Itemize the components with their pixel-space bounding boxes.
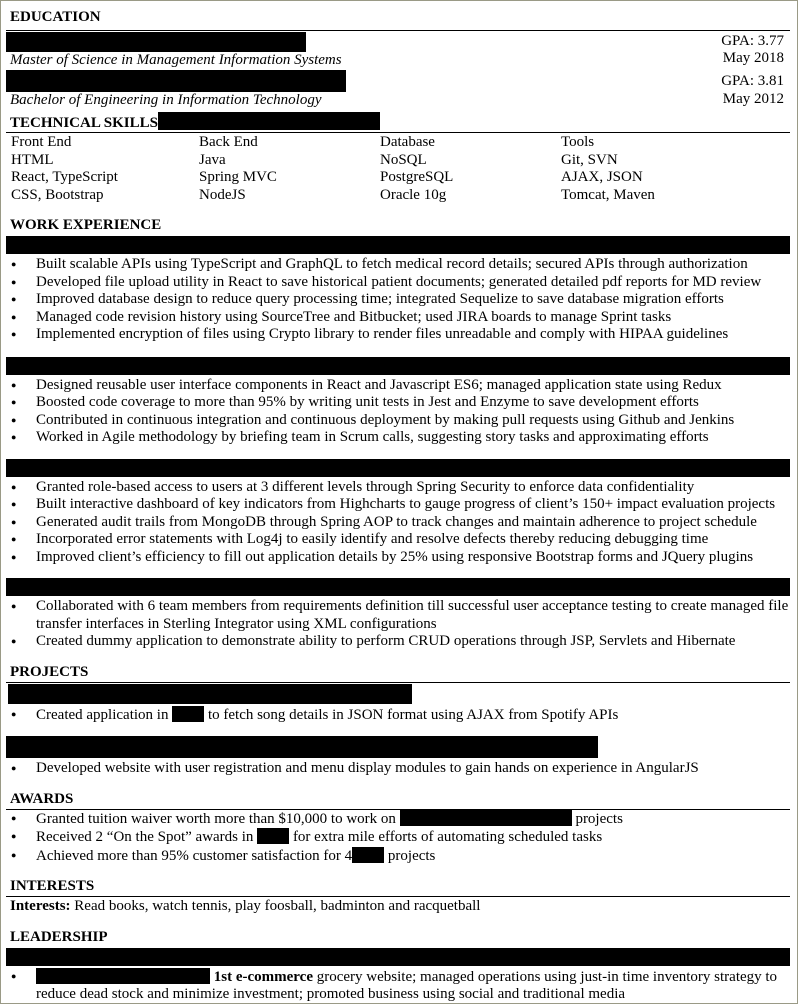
- redacted-project-2: [6, 736, 598, 758]
- redacted-job-4: [6, 578, 790, 596]
- work-experience-heading: WORK EXPERIENCE: [10, 217, 162, 233]
- gpa-1: GPA: 3.77: [721, 33, 784, 49]
- redacted-text: [257, 828, 289, 844]
- redacted-text: [172, 706, 204, 722]
- list-item: ● Improved database design to reduce query processing time; integrated Sequelize to save database migration efforts: [6, 291, 790, 309]
- job-4-bullets: [6, 598, 790, 651]
- list-item: ● Incorporated error statements with Log4j to easily identify and resolve defects thereby reducing debugging time: [6, 531, 790, 549]
- interests-line: Interests: Read books, watch tennis, play foosball, badminton and racquetball: [10, 898, 481, 914]
- redacted-school-1: [6, 32, 306, 52]
- leadership-bullets: [6, 968, 790, 1004]
- redacted-school-2: [6, 70, 346, 92]
- list-item: ● Developed website with user registration and menu display modules to gain hands on experience in AngularJS: [6, 760, 790, 778]
- education-heading: EDUCATION: [6, 8, 790, 31]
- redacted-skills-note: [158, 112, 380, 130]
- projects-heading: PROJECTS: [6, 663, 790, 683]
- list-item: ● Created dummy application to demonstrate ability to perform CRUD operations through JSP, Servlets and Hibernate: [6, 633, 790, 651]
- redacted-job-2: [6, 357, 790, 375]
- list-item: ● Developed file upload utility in React to save historical patient documents; generated detailed pdf reports for MD review: [6, 274, 790, 292]
- skills-col-frontend: Front End HTML React, TypeScript CSS, Bootstrap: [11, 134, 118, 203]
- redacted-text: [36, 968, 210, 984]
- awards-bullets: [6, 810, 790, 866]
- job-2-bullets: [6, 377, 790, 447]
- list-item: ● Granted role-based access to users at 3 different levels through Spring Security to enforce data confidentiality: [6, 479, 790, 497]
- leadership-heading: LEADERSHIP: [10, 928, 108, 945]
- technical-skills-heading: TECHNICAL SKILLS: [6, 112, 790, 133]
- date-2: May 2012: [722, 91, 784, 107]
- list-item: ● Created application in to fetch song details in JSON format using AJAX from Spotify APIs: [6, 706, 790, 725]
- list-item: ● Received 2 “On the Spot” awards in for extra mile efforts of automating scheduled tasks: [6, 828, 790, 847]
- project-2-bullets: [6, 760, 790, 778]
- list-item: ● Collaborated with 6 team members from requirements definition till successful user acceptance testing to create managed file transfer interfaces in Sterling Integrator using XML configurations: [6, 598, 790, 633]
- list-item: ● 1st e-commerce grocery website; managed operations using just-in time inventory strategy to reduce dead stock and minimize investment; promoted business using social and traditional media: [6, 968, 790, 1004]
- list-item: ● Boosted code coverage to more than 95% by writing unit tests in Jest and Enzyme to save development efforts: [6, 394, 790, 412]
- redacted-text: [352, 847, 384, 863]
- resume-page: [6, 8, 790, 1004]
- list-item: ● Built scalable APIs using TypeScript and GraphQL to fetch medical record details; secured APIs through authorization: [6, 256, 790, 274]
- list-item: ● Built interactive dashboard of key indicators from Highcharts to gauge progress of client’s 150+ impact evaluation projects: [6, 496, 790, 514]
- date-1: May 2018: [722, 50, 784, 66]
- list-item: ● Implemented encryption of files using Crypto library to render files unreadable and comply with HIPAA guidelines: [6, 326, 790, 344]
- skills-col-tools: Tools Git, SVN AJAX, JSON Tomcat, Maven: [561, 134, 655, 203]
- list-item: ● Designed reusable user interface components in React and Javascript ES6; managed application state using Redux: [6, 377, 790, 395]
- list-item: ● Improved client’s efficiency to fill out application details by 25% using responsive Bootstrap forms and JQuery plugins: [6, 549, 790, 567]
- list-item: ● Granted tuition waiver worth more than $10,000 to work on projects: [6, 810, 790, 829]
- list-item: ● Worked in Agile methodology by briefing team in Scrum calls, suggesting story tasks and approximating efforts: [6, 429, 790, 447]
- education-entry-1: [6, 31, 790, 68]
- skills-col-backend: Back End Java Spring MVC NodeJS: [199, 134, 277, 203]
- list-item: ● Generated audit trails from MongoDB through Spring AOP to track changes and maintain adherence to project schedule: [6, 514, 790, 532]
- redacted-job-1: [6, 236, 790, 254]
- list-item: ● Achieved more than 95% customer satisfaction for 4 projects: [6, 847, 790, 866]
- skills-table: [6, 134, 790, 204]
- list-item: ● Managed code revision history using SourceTree and Bitbucket; used JIRA boards to manage Sprint tasks: [6, 309, 790, 327]
- redacted-leadership: [6, 948, 790, 966]
- interests-heading: INTERESTS: [6, 877, 790, 897]
- redacted-job-3: [6, 459, 790, 477]
- redacted-text: [400, 810, 572, 826]
- degree-2: Bachelor of Engineering in Information Technology: [10, 92, 322, 108]
- job-3-bullets: [6, 479, 790, 567]
- list-item: ● Contributed in continuous integration and continuous deployment by making pull requests using Github and Jenkins: [6, 412, 790, 430]
- project-1-bullets: [6, 706, 790, 725]
- gpa-2: GPA: 3.81: [721, 73, 784, 89]
- job-1-bullets: [6, 256, 790, 344]
- degree-1: Master of Science in Management Information Systems: [10, 52, 342, 68]
- education-entry-2: [6, 70, 790, 110]
- skills-col-database: Database NoSQL PostgreSQL Oracle 10g: [380, 134, 454, 203]
- redacted-project-1: [8, 684, 412, 704]
- awards-heading: AWARDS: [6, 790, 790, 810]
